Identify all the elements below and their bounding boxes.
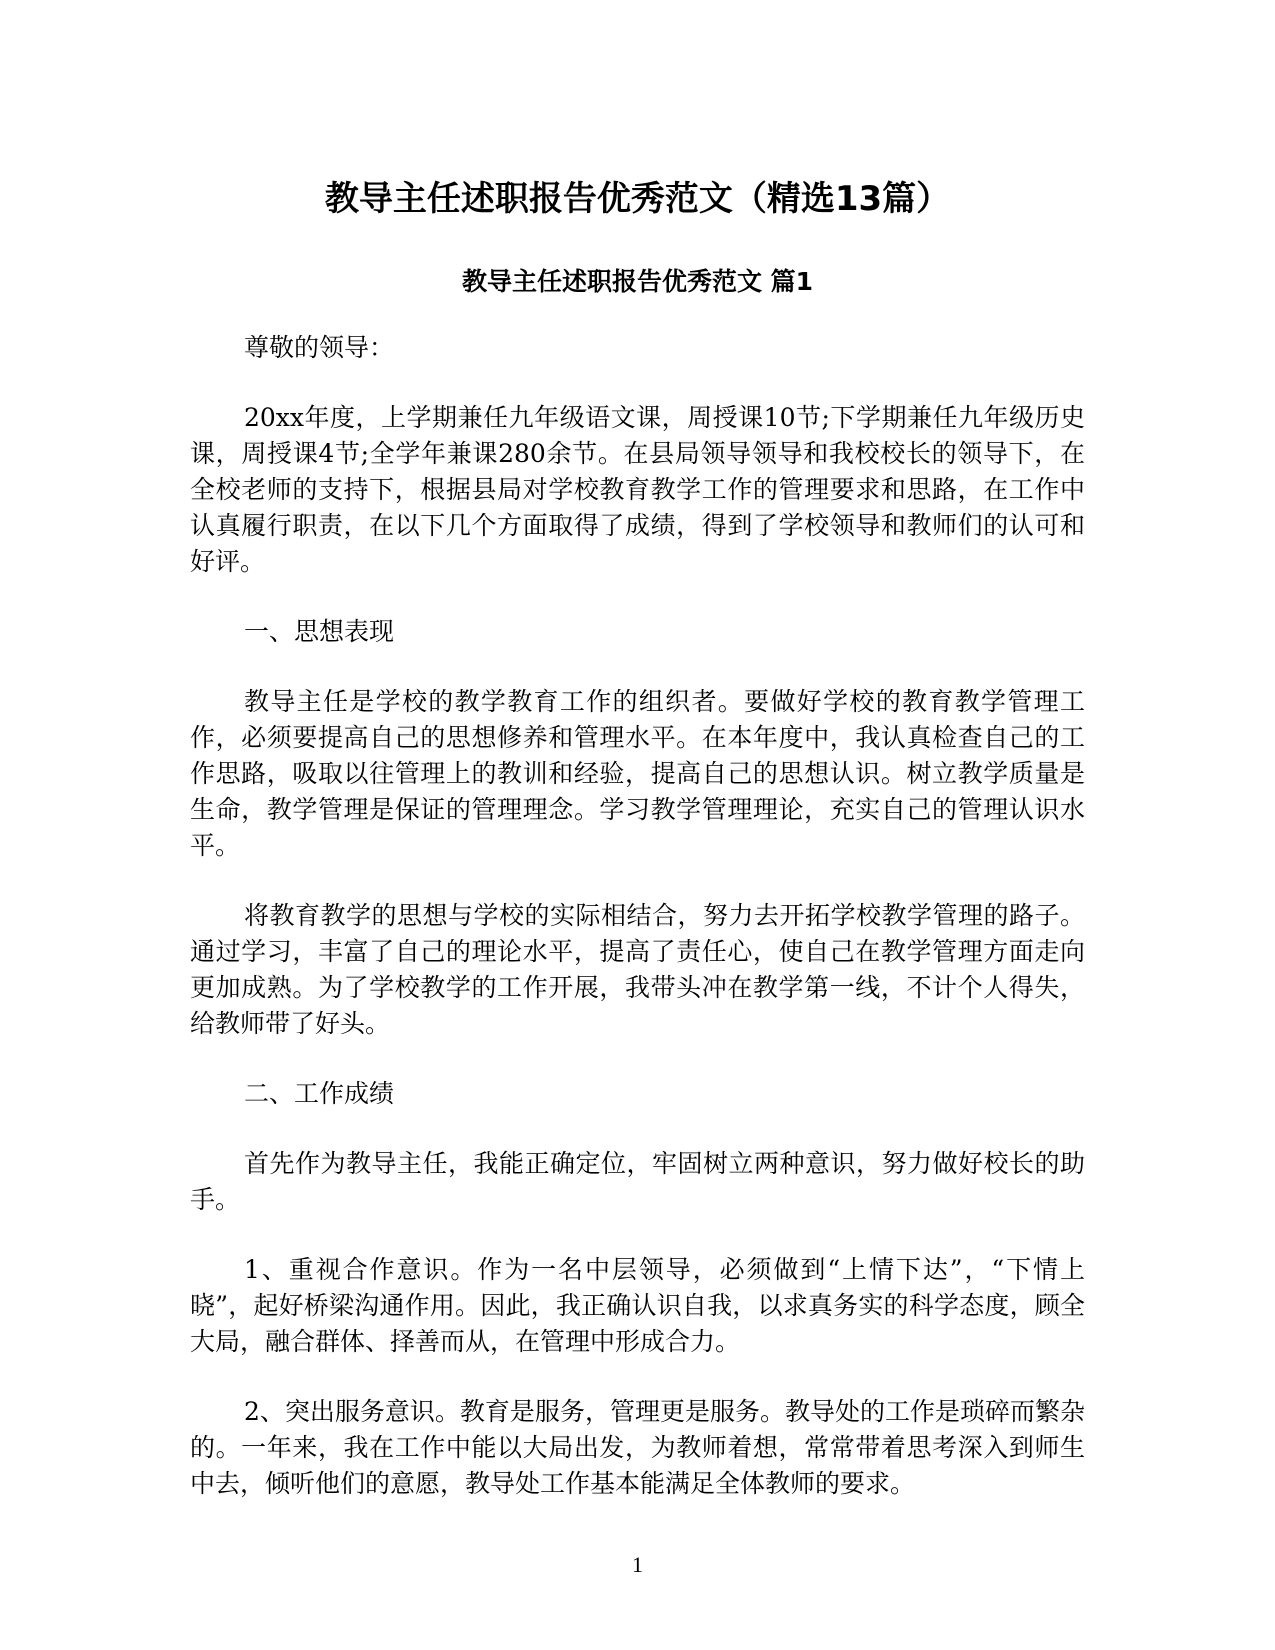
document-title: 教导主任述职报告优秀范文（精选13篇） bbox=[324, 179, 951, 219]
section-title: 教导主任述职报告优秀范文 篇1 bbox=[461, 267, 814, 296]
document-body bbox=[190, 330, 1085, 1536]
heading-ideology: 一、思想表现 bbox=[244, 617, 395, 646]
paragraph-ideology-2: 将教育教学的思想与学校的实际相结合，努力去开拓学校教学管理的路子。通过学习，丰富了自己的理论水平，提高了责任心，使自己在教学管理方面走向更加成熟。为了学校教学的工作开展，我带头冲在教学第一线，不计个人得失，给教师带了好头。 bbox=[190, 901, 1085, 1038]
paragraph-cooperation: 1、重视合作意识。作为一名中层领导，必须做到“上情下达”，“下情上晓”，起好桥梁沟通作用。因此，我正确认识自我，以求真务实的科学态度，顾全大局，融合群体、择善而从，在管理中形成合力。 bbox=[190, 1255, 1085, 1356]
paragraph-salutation: 尊敬的领导： bbox=[244, 333, 395, 362]
paragraph-achievements-intro: 首先作为教导主任，我能正确定位，牢固树立两种意识，努力做好校长的助手。 bbox=[190, 1149, 1085, 1214]
paragraph-service: 2、突出服务意识。教育是服务，管理更是服务。教导处的工作是琐碎而繁杂的。一年来，我在工作中能以大局出发，为教师着想，常常带着思考深入到师生中去，倾听他们的意愿，教导处工作基本能满足全体教师的要求。 bbox=[190, 1397, 1085, 1498]
paragraph-intro: 20xx年度，上学期兼任九年级语文课，周授课10节;下学期兼任九年级历史课，周授课4节;全学年兼课280余节。在县局领导领导和我校校长的领导下，在全校老师的支持下，根据县局对学校教育教学工作的管理要求和思路，在工作中认真履行职责，在以下几个方面取得了成绩，得到了学校领导和教师们的认可和好评。 bbox=[190, 403, 1085, 576]
paragraph-ideology-1: 教导主任是学校的教学教育工作的组织者。要做好学校的教育教学管理工作，必须要提高自己的思想修养和管理水平。在本年度中，我认真检查自己的工作思路，吸取以往管理上的教训和经验，提高自己的思想认识。树立教学质量是生命，教学管理是保证的管理理念。学习教学管理理论，充实自己的管理认识水平。 bbox=[190, 687, 1085, 860]
page-number: 1 bbox=[632, 1552, 643, 1577]
heading-achievements: 二、工作成绩 bbox=[244, 1079, 395, 1108]
